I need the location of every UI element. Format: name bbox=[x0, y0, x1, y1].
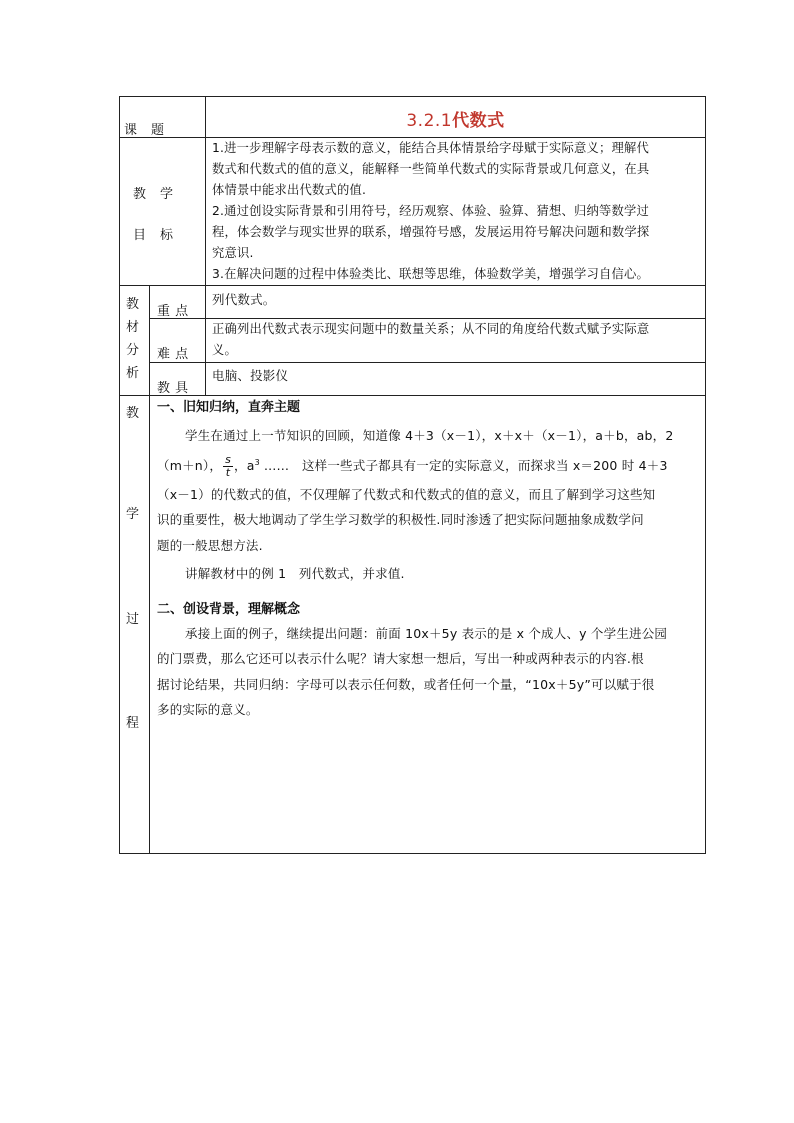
teaching-process-content bbox=[157, 397, 703, 723]
difficult-line: 义。 bbox=[212, 343, 237, 357]
teaching-tools-text: 电脑、投影仪 bbox=[212, 368, 289, 383]
paragraph-line: 题的一般思想方法. bbox=[157, 537, 263, 553]
difficult-point-label: 难 点 bbox=[157, 347, 189, 362]
fraction-denominator: t bbox=[225, 465, 231, 479]
analysis-side-char: 分 bbox=[126, 343, 140, 358]
table-border-bottom bbox=[119, 853, 706, 854]
fraction-numerator: s bbox=[225, 452, 231, 466]
title-text: 代数式 bbox=[452, 111, 505, 131]
paragraph-line: 据讨论结果，共同归纳：字母可以表示任何数，或者任何一个量，“10x＋5y”可以赋于很 bbox=[157, 676, 655, 692]
table-border-left bbox=[119, 96, 120, 854]
table-border-right bbox=[705, 96, 706, 854]
objective-line: 3.在解决问题的过程中体验类比、联想等思维，体验数学美，增强学习自信心。 bbox=[212, 267, 650, 281]
objective-line: 2.通过创设实际背景和引用符号，经历观察、体验、验算、猜想、归纳等数学过 bbox=[212, 204, 650, 218]
analysis-side-char: 教 bbox=[126, 297, 140, 312]
page-title bbox=[206, 106, 705, 131]
objectives-label-1: 教 学 bbox=[133, 187, 174, 202]
text-run: ，a bbox=[234, 457, 255, 473]
paragraph-line bbox=[157, 449, 703, 482]
text-run: （m＋n）， bbox=[157, 457, 223, 473]
text-run: …… 这样一些式子都具有一定的实际意义，而探求当 x＝200 时 4＋3 bbox=[263, 457, 668, 473]
row-divider bbox=[119, 395, 706, 396]
objectives-text bbox=[212, 138, 704, 285]
section-heading: 一、旧知归纳，直奔主题 bbox=[157, 400, 301, 415]
fraction-s-over-t bbox=[223, 454, 233, 479]
analysis-side-char: 材 bbox=[126, 320, 140, 335]
process-side-char: 学 bbox=[126, 507, 140, 522]
difficult-line: 正确列出代数式表示现实问题中的数量关系；从不同的角度给代数式赋予实际意 bbox=[212, 322, 650, 336]
paragraph-line: 讲解教材中的例 1 列代数式，并求值. bbox=[185, 566, 405, 581]
objectives-label-2: 目 标 bbox=[133, 228, 174, 243]
exponent: 3 bbox=[254, 457, 260, 467]
course-label: 课 题 bbox=[124, 123, 165, 138]
paragraph-line: 识的重要性，极大地调动了学生学习数学的积极性.同时渗透了把实际问题抽象成数学问 bbox=[157, 512, 644, 527]
analysis-side-char: 析 bbox=[126, 366, 140, 381]
paragraph-line: （x－1）的代数式的值，不仅理解了代数式和代数式的值的意义，而且了解到学习这些知 bbox=[157, 486, 656, 502]
paragraph-line: 承接上面的例子，继续提出问题：前面 10x＋5y 表示的是 x 个成人、y 个学生进公园 bbox=[185, 625, 668, 641]
section-heading: 二、创设背景，理解概念 bbox=[157, 601, 301, 617]
key-point-label: 重 点 bbox=[157, 304, 189, 319]
column-divider bbox=[205, 285, 206, 396]
objective-line: 1.进一步理解字母表示数的意义，能结合具体情景给字母赋于实际意义；理解代 bbox=[212, 141, 650, 155]
objective-line: 程，体会数学与现实世界的联系，增强符号感，发展运用符号解决问题和数学探 bbox=[212, 225, 650, 239]
objective-line: 体情景中能求出代数式的值. bbox=[212, 183, 367, 197]
table-border-top bbox=[119, 96, 706, 97]
process-side-char: 过 bbox=[126, 612, 140, 627]
paragraph-line: 多的实际的意义。 bbox=[157, 702, 259, 717]
row-divider bbox=[119, 285, 706, 286]
title-number: 3.2.1 bbox=[406, 111, 453, 131]
teaching-tools-label: 教 具 bbox=[157, 381, 189, 396]
paragraph-line: 的门票费，那么它还可以表示什么呢？请大家想一想后，写出一种或两种表示的内容.根 bbox=[157, 651, 644, 666]
key-point-text: 列代数式。 bbox=[212, 292, 276, 307]
process-side-char: 教 bbox=[126, 406, 140, 421]
difficult-point-text bbox=[212, 319, 704, 361]
objective-line: 究意识. bbox=[212, 246, 254, 260]
objective-line: 数式和代数式的值的意义，能解释一些简单代数式的实际背景或几何意义，在具 bbox=[212, 162, 650, 176]
process-side-char: 程 bbox=[126, 716, 140, 731]
column-divider bbox=[149, 285, 150, 854]
paragraph-line: 学生在通过上一节知识的回顾，知道像 4＋3（x－1），x＋x＋（x－1），a＋b，ab，2 bbox=[185, 428, 674, 443]
